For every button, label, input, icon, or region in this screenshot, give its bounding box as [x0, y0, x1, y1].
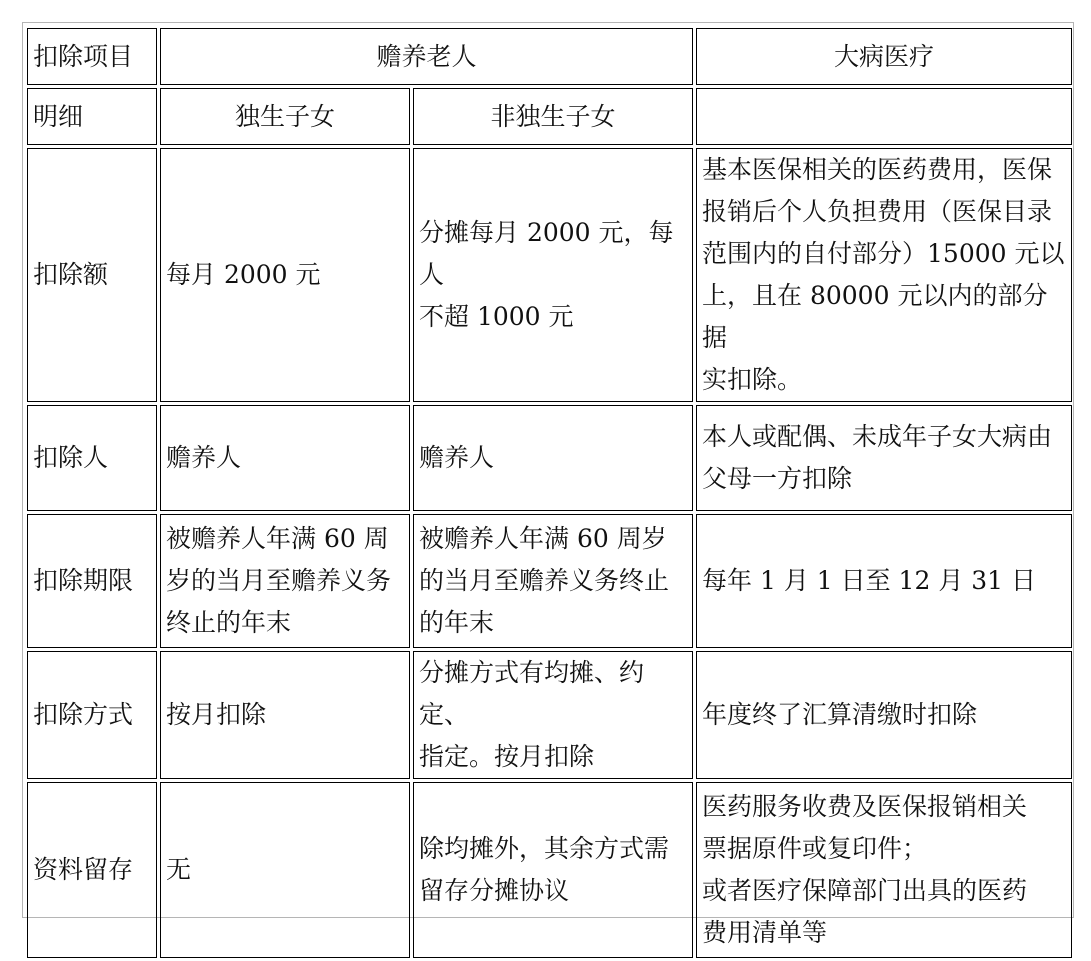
cell-text-line: 上，且在 80000 元以内的部分据	[702, 281, 1048, 352]
deduction-period-row	[27, 514, 1072, 648]
cell-text-line: 分摊每月 2000 元，每人	[419, 218, 674, 289]
cell-major-illness	[696, 782, 1072, 958]
cell-text-line: 票据原件或复印件；	[702, 834, 928, 863]
subheader-only-child: 独生子女	[160, 88, 410, 145]
subheader-non-only-child: 非独生子女	[413, 88, 693, 145]
cell-only-child	[160, 148, 410, 402]
cell-major-illness	[696, 148, 1072, 402]
row-label: 扣除方式	[27, 651, 157, 779]
header-deduction-item: 扣除项目	[27, 28, 157, 85]
deduction-method-row	[27, 651, 1072, 779]
cell-only-child	[160, 651, 410, 779]
cell-text-line: 不超 1000 元	[419, 302, 574, 331]
deduction-amount-row	[27, 148, 1072, 402]
cell-non-only-child	[413, 405, 693, 511]
cell-text-line: 每年 1 月 1 日至 12 月 31 日	[702, 566, 1037, 595]
table-header-row	[27, 28, 1072, 85]
cell-non-only-child	[413, 651, 693, 779]
cell-major-illness	[696, 405, 1072, 511]
row-label: 扣除人	[27, 405, 157, 511]
cell-only-child	[160, 405, 410, 511]
row-label: 扣除期限	[27, 514, 157, 648]
header-elderly-support: 赡养老人	[160, 28, 693, 85]
cell-text-line: 基本医保相关的医药费用，医保	[702, 155, 1053, 184]
subheader-empty	[696, 88, 1072, 145]
cell-only-child	[160, 514, 410, 648]
cell-text-line: 留存分摊协议	[419, 876, 570, 905]
cell-text-line: 或者医疗保障部门出具的医药	[702, 876, 1028, 905]
cell-text-line: 除均摊外，其余方式需	[419, 834, 670, 863]
cell-text-line: 赡养人	[166, 443, 242, 472]
cell-text-line: 被赡养人年满 60 周岁	[419, 524, 667, 553]
cell-text-line: 分摊方式有均摊、约定、	[419, 658, 645, 729]
cell-text-line: 年度终了汇算清缴时扣除	[702, 700, 978, 729]
cell-major-illness	[696, 514, 1072, 648]
deduction-table	[24, 25, 1075, 961]
cell-text-line: 本人或配偶、未成年子女大病由	[702, 422, 1053, 451]
cell-text-line: 的年末	[419, 608, 495, 637]
cell-text-line: 按月扣除	[166, 700, 267, 729]
deduction-person-row	[27, 405, 1072, 511]
cell-text-line: 费用清单等	[702, 918, 828, 947]
subheader-detail: 明细	[27, 88, 157, 145]
cell-text-line: 指定。按月扣除	[419, 742, 595, 771]
cell-text-line: 每月 2000 元	[166, 260, 321, 289]
records-retention-row	[27, 782, 1072, 958]
cell-non-only-child	[413, 514, 693, 648]
cell-non-only-child	[413, 148, 693, 402]
cell-non-only-child	[413, 782, 693, 958]
row-label: 资料留存	[27, 782, 157, 958]
cell-text-line: 无	[166, 855, 192, 884]
cell-text-line: 岁的当月至赡养义务	[166, 566, 392, 595]
cell-text-line: 赡养人	[419, 443, 495, 472]
cell-text-line: 终止的年末	[166, 608, 292, 637]
header-major-illness: 大病医疗	[696, 28, 1072, 85]
cell-text-line: 父母一方扣除	[702, 464, 853, 493]
cell-text-line: 范围内的自付部分）15000 元以	[702, 239, 1065, 268]
table-subheader-row	[27, 88, 1072, 145]
row-label: 扣除额	[27, 148, 157, 402]
cell-major-illness	[696, 651, 1072, 779]
cell-text-line: 报销后个人负担费用（医保目录	[702, 197, 1053, 226]
cell-text-line: 实扣除。	[702, 365, 803, 394]
cell-text-line: 的当月至赡养义务终止	[419, 566, 670, 595]
cell-text-line: 医药服务收费及医保报销相关	[702, 792, 1028, 821]
cell-only-child	[160, 782, 410, 958]
cell-text-line: 被赡养人年满 60 周	[166, 524, 389, 553]
